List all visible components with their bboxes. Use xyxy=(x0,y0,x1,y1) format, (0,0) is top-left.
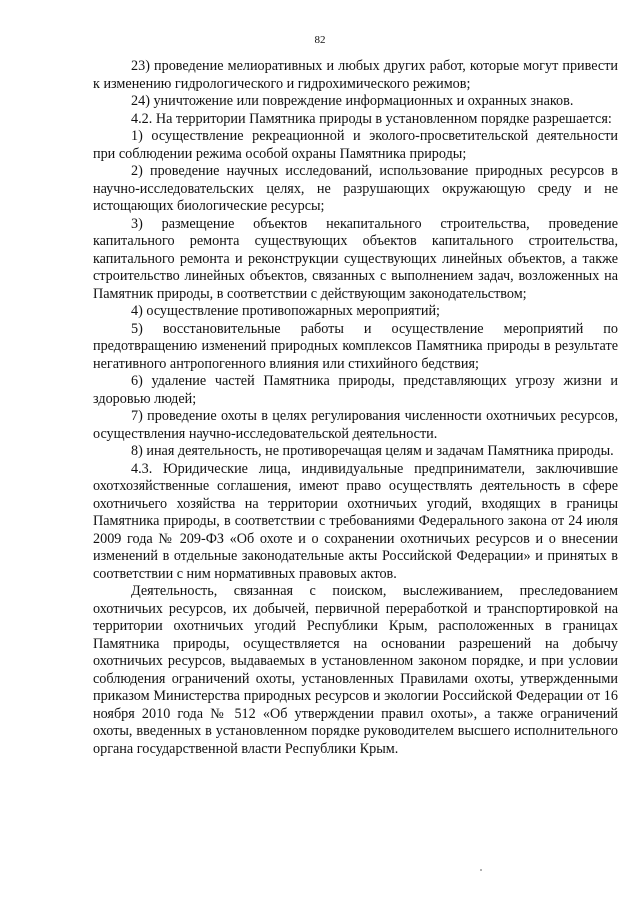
paragraph-section-4-3: 4.3. Юридические лица, индивидуальные предприниматели, заключившие охотхозяйственные соглашения, имеют право осуществлять деятельность в сфере охотничьего хозяйства на территории охотничьих угодий, входящих в границы Памятника природы, в соответствии с требованиями Федерального закона от 24 июля 2009 года № 209-ФЗ «Об охоте и о сохранении охотничьих ресурсов и о внесении изменений в отдельные законодательные акты Российской Федерации» и принятых в соответствии с ним нормативных правовых актов. xyxy=(93,460,618,582)
paragraph-hunting-activity: Деятельность, связанная с поиском, выслеживанием, преследованием охотничьих ресурсов, их добычей, первичной переработкой и транспортировкой на территории охотничьих угодий Республики Крым, расположенных в границах Памятника природы, осуществляется на основании разрешений на добычу охотничьих ресурсов, выдаваемых в установленном законом порядке, и при условии соблюдения ограничений охоты, установленных Правилами охоты, утвержденными приказом Министерства природных ресурсов и экологии Российской Федерации от 16 ноября 2010 года № 512 «Об утверждении правил охоты», а также ограничений охоты, введенных в установленном порядке руководителем высшего исполнительного органа государственной власти Республики Крым. xyxy=(93,583,618,757)
paragraph-item-24: 24) уничтожение или повреждение информационных и охранных знаков. xyxy=(131,93,574,109)
page-number: 82 xyxy=(314,34,326,46)
paragraph-permitted-4: 4) осуществление противопожарных мероприятий; xyxy=(131,303,440,319)
paragraph-item-23: 23) проведение мелиоративных и любых других работ, которые могут привести к изменению гидрологического и гидрохимического режимов; xyxy=(93,58,618,92)
paragraph-permitted-2: 2) проведение научных исследований, использование природных ресурсов в научно-исследовательских целях, не разрушающих окружающую среду и не истощающих биологические ресурсы; xyxy=(93,163,618,214)
paragraph-permitted-8: 8) иная деятельность, не противоречащая целям и задачам Памятника природы. xyxy=(131,443,614,459)
paragraph-permitted-3: 3) размещение объектов некапитального строительства, проведение капитального ремонта существующих объектов капитального строительства, капитального ремонта и реконструкции существующих линейных объектов, а также строительство линейных объектов, связанных с выполнением задач, возложенных на Памятник природы, в соответствии с действующим законодательством; xyxy=(93,215,618,302)
document-body xyxy=(93,58,618,758)
scan-speck xyxy=(480,869,482,871)
paragraph-section-4-2: 4.2. На территории Памятника природы в установленном порядке разрешается: xyxy=(131,110,612,127)
paragraph-permitted-6: 6) удаление частей Памятника природы, представляющих угрозу жизни и здоровью людей; xyxy=(93,373,618,407)
paragraph-permitted-7: 7) проведение охоты в целях регулирования численности охотничьих ресурсов, осуществления научно-исследовательской деятельности. xyxy=(93,408,618,442)
paragraph-permitted-5: 5) восстановительные работы и осуществление мероприятий по предотвращению изменений природных комплексов Памятника природы в результате негативного антропогенного влияния или стихийного бедствия; xyxy=(93,320,618,372)
paragraph-permitted-1: 1) осуществление рекреационной и эколого-просветительской деятельности при соблюдении режима особой охраны Памятника природы; xyxy=(93,128,618,162)
